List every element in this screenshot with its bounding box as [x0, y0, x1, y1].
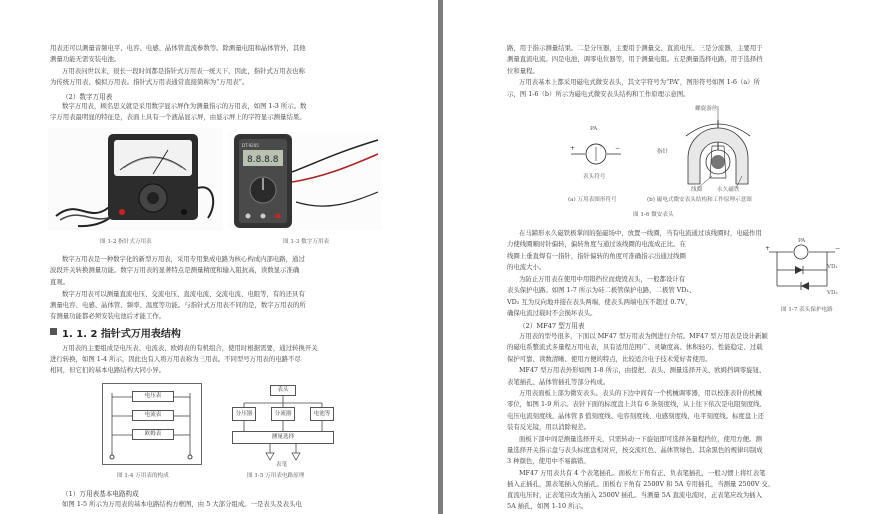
right-bottom-line-15: 直流电压时，正表笔应改为插入 2500V 插孔。当测量 5A 直流电流时，正表笔应改为插入 [507, 491, 762, 499]
right-mid-line-7: VD₂ 互为反向地并接在表头两端，使表头两端电压不超过 0.7V， [507, 298, 692, 306]
shunt-box: 分流器 [271, 407, 295, 421]
digital-line-2: 字万用表最明显的特征是，表面上具有一个液晶显示屏，由显示屏上的字符显示测量结果。 [50, 113, 306, 121]
right-mid-line-5: 为防止万用表在使用中用错挡位而烧毁表头，一般都设计有 [519, 275, 686, 283]
right-bottom-line-11: 量选择开关指示盘与表头标度盘相对应，按交流红色、晶体管绿色、其余黑色的规律印制成 [507, 446, 763, 454]
fig6-pointer-label: 指针 [657, 149, 669, 155]
right-top-line-3: 位和量程。 [507, 67, 539, 75]
subsection-digital-title: （2）数字万用表 [62, 93, 113, 101]
left-page [0, 0, 438, 514]
figure-1-3-caption: 图 1-3 数字万用表 [283, 239, 330, 245]
section-line-2: 进行转换，如图 1-4 所示，因此也有人将万用表称为三用表。不同型号万用表的电路不尽 [50, 355, 301, 363]
intro-line-1: 用表还可以测量音频电平、电容、电感、晶体管直流参数等。除测量电阻和晶体管外，其他 [50, 44, 306, 52]
section-bullet [50, 328, 57, 335]
section-line-1: 万用表的主要组成是电压表、电流表、欧姆表的有机组合，使用时根据需要，通过转换开关 [62, 344, 318, 352]
fig6-magnet-label: 永久磁铁 [717, 187, 740, 193]
right-top-line-4: 万用表基本上都采用磁电式微安表头，其文字符号为“PA”，图形符号如图 1-6（a）所 [519, 78, 760, 86]
svg-text:−: − [835, 245, 841, 252]
digital-multimeter-photo [228, 132, 383, 230]
figure-1-5-caption: 图 1-5 万用表电路原理 [247, 473, 305, 479]
fig6-spring-label: 螺旋游丝 [695, 106, 718, 112]
right-bottom-line-16: 5A 插孔，如图 1-10 所示。 [507, 502, 588, 510]
fig6a-symbol-label: 表头符号 [583, 174, 606, 180]
meter-lcd-readout: 8.8.8.8 [247, 155, 279, 165]
right-mid-line-2: 力使线圈顺时针偏转，偏转角度与通过该线圈的电流成正比。在 [507, 240, 686, 248]
fig7-pa-label: PA [798, 238, 806, 244]
svg-text:+: + [570, 145, 576, 152]
right-bottom-line-5: 表笔插孔、晶体管插孔等部分构成。 [507, 378, 610, 386]
intro-line-4: 为传统万用表、模拟万用表。指针式万用表通常直接简称为“万用表”。 [50, 78, 249, 86]
figure-1-6-caption: 图 1-6 微安表头 [633, 212, 674, 218]
para-line-5: 测量电容、电感、晶体管、频率、温度等功能。与指针式万用表不同的是，数字万用表的所 [50, 301, 306, 309]
para-line-4: 数字万用表可以测量直流电压、交流电压、直流电流、交流电流、电阻等，有的还具有 [62, 290, 305, 298]
right-page [443, 0, 883, 514]
svg-text:−: − [615, 145, 621, 152]
figure-1-6a-caption: (a) 万用表图形符号 [568, 197, 617, 203]
fig6-coil-label: 线圈 [691, 187, 703, 193]
figure-1-6b-caption: (b) 磁电式微安表头结构和工作原理示意图 [647, 197, 752, 203]
meter-head-box: 表头 [270, 385, 296, 396]
right-mid-line-1: 在马蹄形永久磁铁极掌间的强磁场中，放置一线圈，当有电流通过该线圈时，电磁作用 [519, 229, 762, 237]
right-top-line-5: 示，图 1-6（b）所示为磁电式微安表头结构和工作原理示意图。 [507, 90, 690, 98]
right-bottom-line-3: 保护可靠、读数清晰、使用方便的特点，比较适合电子技术爱好者使用。 [507, 355, 712, 363]
para-line-6: 有测量功能都必须安装电池后才能工作。 [50, 312, 166, 320]
subsection-mf47-title: （2）MF47 型万用表 [519, 322, 585, 330]
right-bottom-line-12: 3 种颜色，使用中不易搞错。 [507, 457, 590, 465]
subsection-basic-circuit-title: （1）万用表基本电路构成 [62, 490, 139, 498]
section-title: 1. 1. 2 指针式万用表结构 [62, 329, 181, 340]
voltmeter-box: 电压表 [132, 391, 174, 402]
right-bottom-line-13: MF47 万用表共有 4 个表笔插孔。面板左下角有正、负表笔插孔，一般习惯上将红表笔 [519, 469, 766, 477]
right-bottom-line-10: 面板下部中间是测量选择开关，只需转动一下旋钮即可选择各量程挡位，使用方便。测 [519, 435, 762, 443]
svg-text:+: + [765, 245, 771, 252]
figure-1-7-caption: 图 1-7 表头保护电路 [781, 307, 833, 313]
ammeter-box: 电流表 [132, 410, 174, 421]
right-bottom-line-6: 万用表面板上部为微安表头。表头的下边中间有一个机械调零器，用以校准表针的机械 [519, 389, 762, 397]
right-mid-line-4: 的电流大小。 [507, 263, 546, 271]
right-bottom-line-4: MF47 型万用表外形如图 1-8 所示，由提把、表头、测量选择开关、欧姆挡调零旋钮、 [519, 366, 766, 374]
right-bottom-line-8: 电压电流刻度线、晶体管 β 值刻度线、电容刻度线、电感刻度线、电平刻度线。标度盘上还 [507, 412, 764, 420]
right-mid-line-8: 确保电流过载时不会损坏表头。 [507, 309, 597, 317]
analog-multimeter-photo [48, 128, 223, 231]
fig7-vd2-label: VD₂ [827, 290, 838, 296]
right-bottom-line-7: 零位，如图 1-9 所示。表针下面的标度盘上共有 6 条刻度线，从上往下依次是电阻刻度线、 [507, 400, 766, 408]
figure-1-4-caption: 图 1-4 万用表的构成 [117, 473, 169, 479]
battery-box: 电池等 [310, 407, 334, 421]
right-bottom-line-2: 的磁电系整流式多量程万用电表，具有适用范围广、灵敏度高、体积轻巧、性能稳定、过载 [507, 343, 763, 351]
right-mid-line-6: 表头保护电路。如图 1-7 所示为硅二极管保护电路，二极管 VD₁、 [507, 286, 696, 294]
probe-label: 表笔 [276, 462, 288, 468]
basic-circuit-line-1: 如图 1-5 所示为万用表的基本电路结构方框图，由 5 大部分组成。一是表头及表头电 [62, 500, 302, 508]
right-top-line-1: 路，用于指示测量结果。二是分压器，主要用于测量交、直流电压。三是分流器，主要用于 [507, 44, 763, 52]
intro-line-3: 万用表问世以来，很长一段时间都是指针式万用表一统天下，因此，指针式万用表也称 [62, 67, 305, 75]
range-select-box: 测量选择 [232, 431, 334, 444]
right-bottom-line-14: 插入正插孔，黑表笔插入负插孔。面板右下角有 2500V 和 5A 专用插孔，当测量 2500V 交、 [507, 480, 775, 488]
figure-1-6b-structure [668, 106, 768, 196]
fig6a-pa-label: PA [590, 126, 598, 132]
section-line-3: 相同，但它们的基本电路结构大同小异。 [50, 366, 166, 374]
right-mid-line-3: 线圈上垂直焊有一指针，指针偏转的角度可准确指示出通过线圈 [507, 252, 686, 260]
figure-1-2-caption: 图 1-2 指针式万用表 [100, 239, 152, 245]
digital-line-1: 数字万用表，顾名思义就是采用数字显示屏作为测量指示的万用表，如图 1-3 所示。数 [62, 102, 307, 110]
meter-brand-label: DT-9205 [242, 143, 259, 148]
right-bottom-line-9: 装有反光镜，用以消除视差。 [507, 423, 591, 431]
right-top-line-2: 测量直流电流。四是电池、调零电位器等，用于测量电阻。五是测量选择电路，用于选择挡 [507, 55, 763, 63]
intro-line-2: 测量功能无需安装电池。 [50, 55, 121, 63]
ohmmeter-box: 欧姆表 [132, 429, 174, 440]
para-line-2: 波段开关转换测量功能。数字万用表的显著特点是测量精度和输入阻抗高，读数显示准确 [50, 266, 300, 274]
para-line-1: 数字万用表是一种数字化的新型万用表，采用专用集成电路为核心构成内部电路，通过 [62, 255, 305, 263]
voltage-divider-box: 分压器 [232, 407, 256, 421]
fig7-vd1-label: VD₁ [827, 264, 838, 270]
right-bottom-line-1: 万用表的型号很多，下面以 MF47 型万用表为例进行介绍。MF47 型万用表是设计新颖 [519, 332, 768, 340]
para-line-3: 直观。 [50, 278, 70, 286]
